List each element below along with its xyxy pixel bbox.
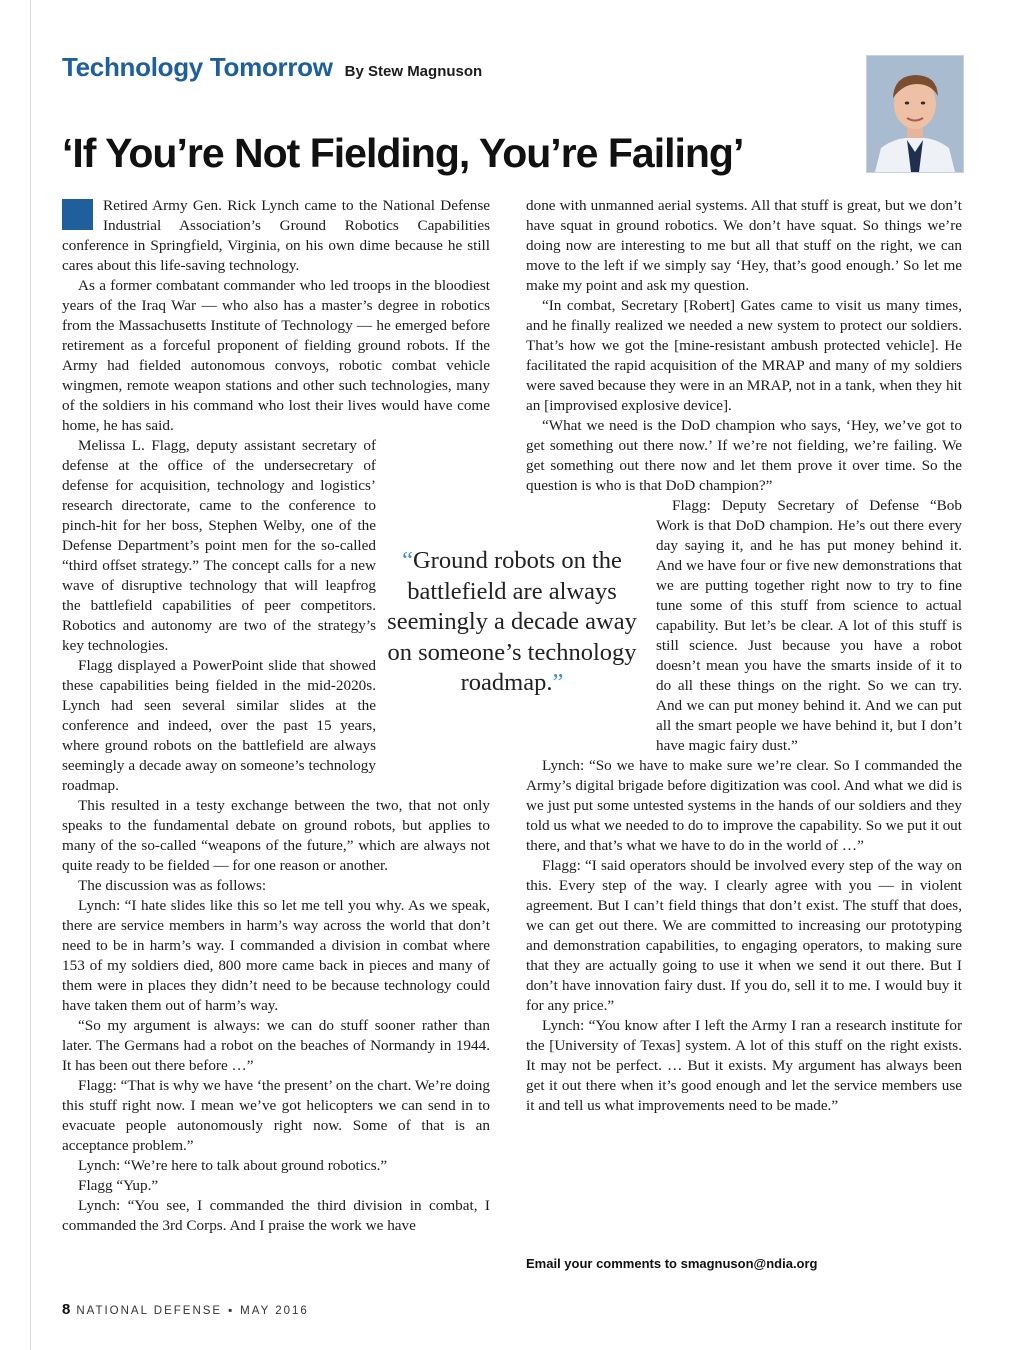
paragraph: Lynch: “I hate slides like this so let me tell you why. As we speak, there are service members in harm’s way across the world that don’t need to be in harm’s way. I commanded a division in combat where 153 of my soldiers died, 800 more came back in pieces and many of them were in places they didn’t need to be because technology could have taken them out of harm’s way. [62, 897, 490, 1014]
paragraph: Flagg displayed a PowerPoint slide that showed these capabilities being fielded in the mid-2020s. Lynch had seen several similar slides at the conference and indeed, over the past 15 years, where ground robots on the battlefield are always seemingly a decade away on someone’s technology roadmap. [62, 657, 376, 794]
issue-date: MAY 2016 [240, 1305, 309, 1317]
paragraph: Lynch: “You see, I commanded the third division in combat, I commanded the 3rd Corps. And I praise the work we have [62, 1197, 490, 1234]
page-margin-rule [30, 0, 31, 1350]
paragraph: “So my argument is always: we can do stuff sooner rather than later. The Germans had a robot on the beaches of Normandy in 1944. It has been out there before …” [62, 1017, 490, 1074]
page-number: 8 [62, 1301, 71, 1318]
paragraph: The discussion was as follows: [78, 877, 267, 894]
paragraph: Flagg “Yup.” [78, 1177, 159, 1194]
author-portrait-illustration [867, 56, 963, 172]
open-quote-mark: “ [402, 547, 413, 574]
paragraph: Flagg: Deputy Secretary of Defense “Bob Work is that DoD champion. He’s out there every day saying it, and he has put money behind it. And we have four or five new demonstrations that we are putting together right now to try to fine tune some of this stuff from science to actual capability. But let’s be clear. A lot of this stuff is still science. Just because you have a robot doesn’t mean you have the smarts inside of it to do all these things on the right. So we can try. And we can put money behind it. And we can put all the smart people we have behind it, but I don’t have magic fairy dust.” [656, 497, 962, 754]
drop-cap-square [62, 199, 93, 230]
author-photo [866, 55, 964, 173]
article-left-column [62, 196, 490, 1236]
paragraph: “In combat, Secretary [Robert] Gates came to visit us many times, and he finally realized we needed a new system to protect our soldiers. That’s how we got the [mine-resistant ambush protected vehicle]. He facilitated the rapid acquisition of the MRAP and many of my soldiers were saved because they were in an MRAP, not in a tank, when they hit an [improvised explosive device]. [526, 297, 962, 414]
paragraph: This resulted in a testy exchange between the two, that not only speaks to the fundamental debate on ground robots, but applies to many of the so-called “weapons of the future,” which are always not quite ready to be fielded — for one reason or another. [62, 797, 490, 874]
email-comments-line: Email your comments to smagnuson@ndia.org [526, 1256, 818, 1271]
pullquote-wrap-region [656, 496, 962, 756]
paragraph [62, 196, 490, 276]
byline: By Stew Magnuson [344, 63, 483, 80]
footer-separator: ▪ [228, 1305, 235, 1317]
pull-quote-text: Ground robots on the battlefield are always seemingly a decade away on someone’s technology roadmap. [387, 547, 637, 696]
paragraph: Lynch: “You know after I left the Army I ran a research institute for the [University of Texas] system. A lot of this stuff on the right exists. It may not be perfect. … But it exists. My argument has always been get it out there when it’s good enough and let the service members use it and tell us what improvements need to be made.” [526, 1017, 962, 1114]
paragraph: Lynch: “So we have to make sure we’re clear. So I commanded the Army’s digital brigade before digitization was cool. And what we did is we just put some untested systems in the hands of our soldiers and they told us what we needed to do to improve the capability. So we put it out there, and that’s what we have to do in the world of …” [526, 757, 962, 854]
close-quote-mark: ” [552, 669, 564, 696]
publication-name: NATIONAL DEFENSE [76, 1305, 223, 1317]
column-name: Technology Tomorrow [62, 52, 333, 82]
paragraph: Flagg: “I said operators should be involved every step of the way on this. Every step of the way. I clearly agree with you — in violent agreement. But I can’t field things that don’t exist. The stuff that does, we can get out there. We are committed to increasing our prototyping and demonstration capabilities, to engaging operators, to making sure that they are actually going to use it when we send it out there. But I don’t have innovation fairy dust. If you do, sell it to me. I would buy it for any price.” [526, 857, 962, 1014]
pullquote-wrap-region [62, 436, 376, 796]
paragraph: done with unmanned aerial systems. All that stuff is great, but we don’t have squat in ground robotics. We don’t have squat. So things we’re doing now are interesting to me but all that stuff on the right, we can move to the left if we simply say ‘Hey, that’s good enough.’ So let me make my point and ask my question. [526, 197, 962, 294]
column-header [62, 52, 482, 83]
page-footer [62, 1301, 309, 1318]
article-right-column [526, 196, 962, 1116]
paragraph: Flagg: “That is why we have ‘the present’ on the chart. We’re doing this stuff right now. I mean we’ve got helicopters we can send in to evacuate people autonomously right now. Some of that is an acceptance problem.” [62, 1077, 490, 1154]
paragraph: “What we need is the DoD champion who says, ‘Hey, we’ve got to get something out there now.’ If we’re not fielding, we’re failing. We get something out there now and let them prove it over time. So the question is who is that DoD champion?” [526, 417, 962, 494]
paragraph: Melissa L. Flagg, deputy assistant secretary of defense at the office of the undersecretary of defense for acquisition, technology and logistics’ research directorate, came to the conference to pinch-hit for her boss, Stephen Welby, one of the Defense Department’s point men for the so-called “third offset strategy.” The concept calls for a new wave of disruptive technology that will leapfrog the battlefield capabilities of peer competitors. Robotics and autonomy are two of the strategy’s key technologies. [62, 437, 376, 654]
headline: ‘If You’re Not Fielding, You’re Failing’ [62, 130, 744, 176]
paragraph-text: Retired Army Gen. Rick Lynch came to the National Defense Industrial Association’s Ground Robotics Capabilities conference in Springfield, Virginia, on his own dime because he still cares about this life-saving technology. [62, 197, 490, 274]
paragraph: As a former combatant commander who led troops in the bloodiest years of the Iraq War — who also has a master’s degree in robotics from the Massachusetts Institute of Technology — he emerged before retirement as a forceful proponent of fielding ground robots. If the Army had fielded autonomous convoys, robotic combat vehicle wingmen, remote weapon stations and other such technologies, many of the soldiers in his command who lost their lives would have come home, he has said. [62, 277, 490, 434]
paragraph: Lynch: “We’re here to talk about ground robotics.” [78, 1157, 388, 1174]
